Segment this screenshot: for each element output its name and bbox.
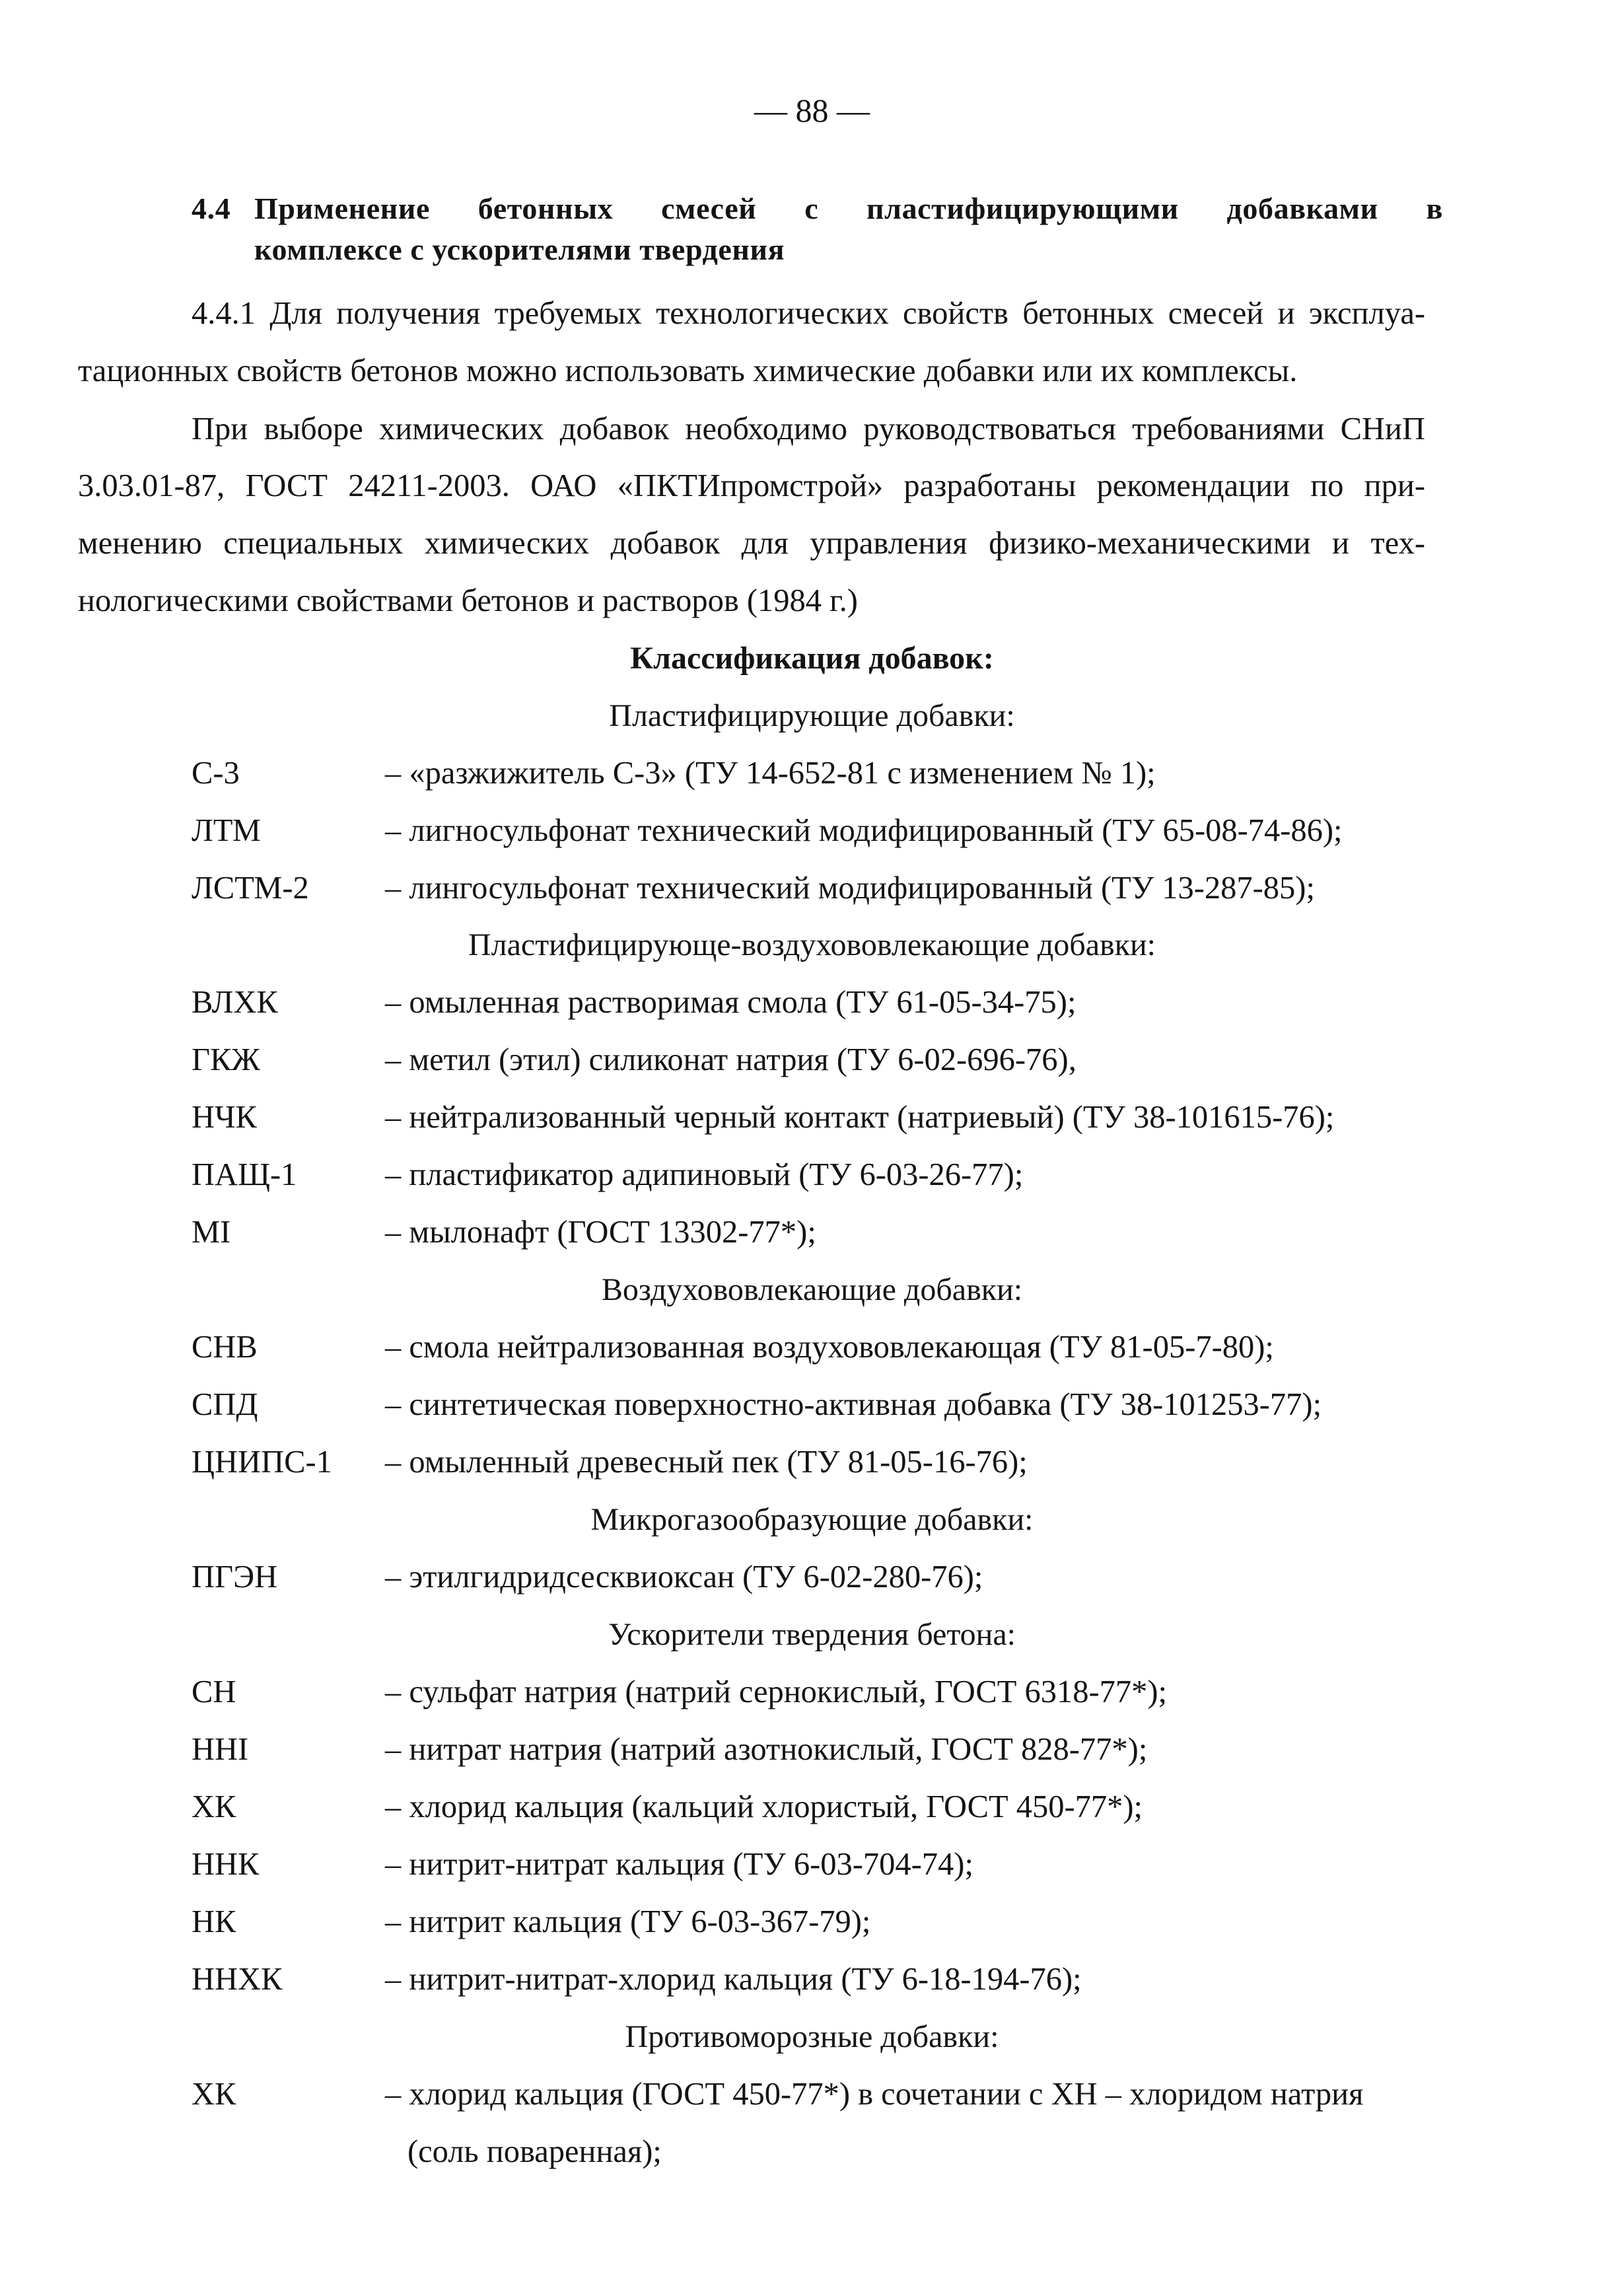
paragraph-line: менению специальных химических добавок для управления физико-механическими и тех- <box>78 526 1425 561</box>
additive-description-continuation: (соль поваренная); <box>407 2134 662 2169</box>
group-title: Противоморозные добавки: <box>625 2019 999 2054</box>
additive-abbr: ХК <box>192 2077 236 2112</box>
additive-abbr: ЛСТМ-2 <box>192 871 309 906</box>
additive-abbr: ННХК <box>192 1962 283 1997</box>
group-title: Микрогазообразующие добавки: <box>590 1502 1034 1537</box>
additive-description: – нитрат натрия (натрий азотнокислый, ГОСТ 828-77*); <box>385 1732 1148 1767</box>
additive-abbr: ННК <box>192 1847 260 1882</box>
additive-description: – мылонафт (ГОСТ 13302-77*); <box>385 1215 816 1250</box>
additive-description: – омыленный древесный пек (ТУ 81-05-16-76); <box>385 1445 1028 1480</box>
additive-description: – хлорид кальция (кальций хлористый, ГОСТ 450-77*); <box>385 1789 1143 1824</box>
additive-description: – смола нейтрализованная воздухововлекающая (ТУ 81-05-7-80); <box>385 1330 1274 1365</box>
classification-heading: Классификация добавок: <box>630 641 994 676</box>
group-title: Воздухововлекающие добавки: <box>601 1272 1023 1307</box>
additive-abbr: ПАЩ-1 <box>192 1157 297 1192</box>
additive-abbr: НК <box>192 1904 236 1939</box>
additive-description: – лигносульфонат технический модифицированный (ТУ 65-08-74-86); <box>385 813 1343 848</box>
additive-description: – хлорид кальция (ГОСТ 450-77*) в сочетании с ХН – хлоридом натрия <box>385 2077 1364 2112</box>
additive-abbr: СНВ <box>192 1330 258 1365</box>
additive-description: – лингосульфонат технический модифицированный (ТУ 13-287-85); <box>385 871 1315 906</box>
additive-abbr: СПД <box>192 1387 258 1422</box>
section-number: 4.4 <box>192 192 231 225</box>
section-title-line: комплексе с ускорителями твердения <box>254 233 785 266</box>
group-title: Пластифицирующе-воздухововлекающие добавки: <box>468 927 1156 962</box>
paragraph-line: нологическими свойствами бетонов и растворов (1984 г.) <box>78 583 858 618</box>
paragraph-line: тационных свойств бетонов можно использовать химические добавки или их комплексы. <box>78 353 1298 388</box>
additive-description: – нейтрализованный черный контакт (натриевый) (ТУ 38-101615-76); <box>385 1100 1335 1135</box>
additive-abbr: ННI <box>192 1732 249 1767</box>
section-title-line: Применение бетонных смесей с пластифицирующими добавками в <box>254 192 1443 225</box>
additive-abbr: ЛТМ <box>192 813 262 848</box>
additive-abbr: ПГЭН <box>192 1560 278 1595</box>
additive-description: – сульфат натрия (натрий сернокислый, ГОСТ 6318-77*); <box>385 1674 1168 1709</box>
additive-description: – нитрит-нитрат-хлорид кальция (ТУ 6-18-194-76); <box>385 1962 1082 1997</box>
additive-abbr: MI <box>192 1215 231 1250</box>
additive-description: – этилгидридсесквиоксан (ТУ 6-02-280-76); <box>385 1560 983 1595</box>
additive-abbr: ВЛХК <box>192 985 278 1020</box>
paragraph-line: При выборе химических добавок необходимо руководствоваться требованиями СНиП <box>192 412 1425 447</box>
additive-abbr: СН <box>192 1674 236 1709</box>
group-title: Пластифицирующие добавки: <box>609 698 1015 733</box>
additive-description: – синтетическая поверхностно-активная добавка (ТУ 38-101253-77); <box>385 1387 1322 1422</box>
additive-abbr: ХК <box>192 1789 236 1824</box>
additive-description: – метил (этил) силиконат натрия (ТУ 6-02-696-76), <box>385 1042 1077 1077</box>
additive-description: – нитрит-нитрат кальция (ТУ 6-03-704-74); <box>385 1847 973 1882</box>
additive-abbr: ГКЖ <box>192 1042 260 1077</box>
additive-description: – омыленная растворимая смола (ТУ 61-05-34-75); <box>385 985 1077 1020</box>
group-title: Ускорители твердения бетона: <box>608 1617 1016 1652</box>
additive-description: – нитрит кальция (ТУ 6-03-367-79); <box>385 1904 871 1939</box>
additive-description: – «разжижитель С-3» (ТУ 14-652-81 с изменением № 1); <box>385 756 1156 791</box>
additive-abbr: С-3 <box>192 756 240 791</box>
page-number: — 88 — <box>754 92 870 129</box>
additive-abbr: НЧК <box>192 1100 257 1135</box>
paragraph-line: 3.03.01-87, ГОСТ 24211-2003. ОАО «ПКТИпромстрой» разработаны рекомендации по при- <box>78 468 1425 503</box>
paragraph-line: 4.4.1 Для получения требуемых технологических свойств бетонных смесей и эксплуа- <box>192 296 1425 331</box>
additive-description: – пластификатор адипиновый (ТУ 6-03-26-77); <box>385 1157 1024 1192</box>
additive-abbr: ЦНИПС-1 <box>192 1445 332 1480</box>
